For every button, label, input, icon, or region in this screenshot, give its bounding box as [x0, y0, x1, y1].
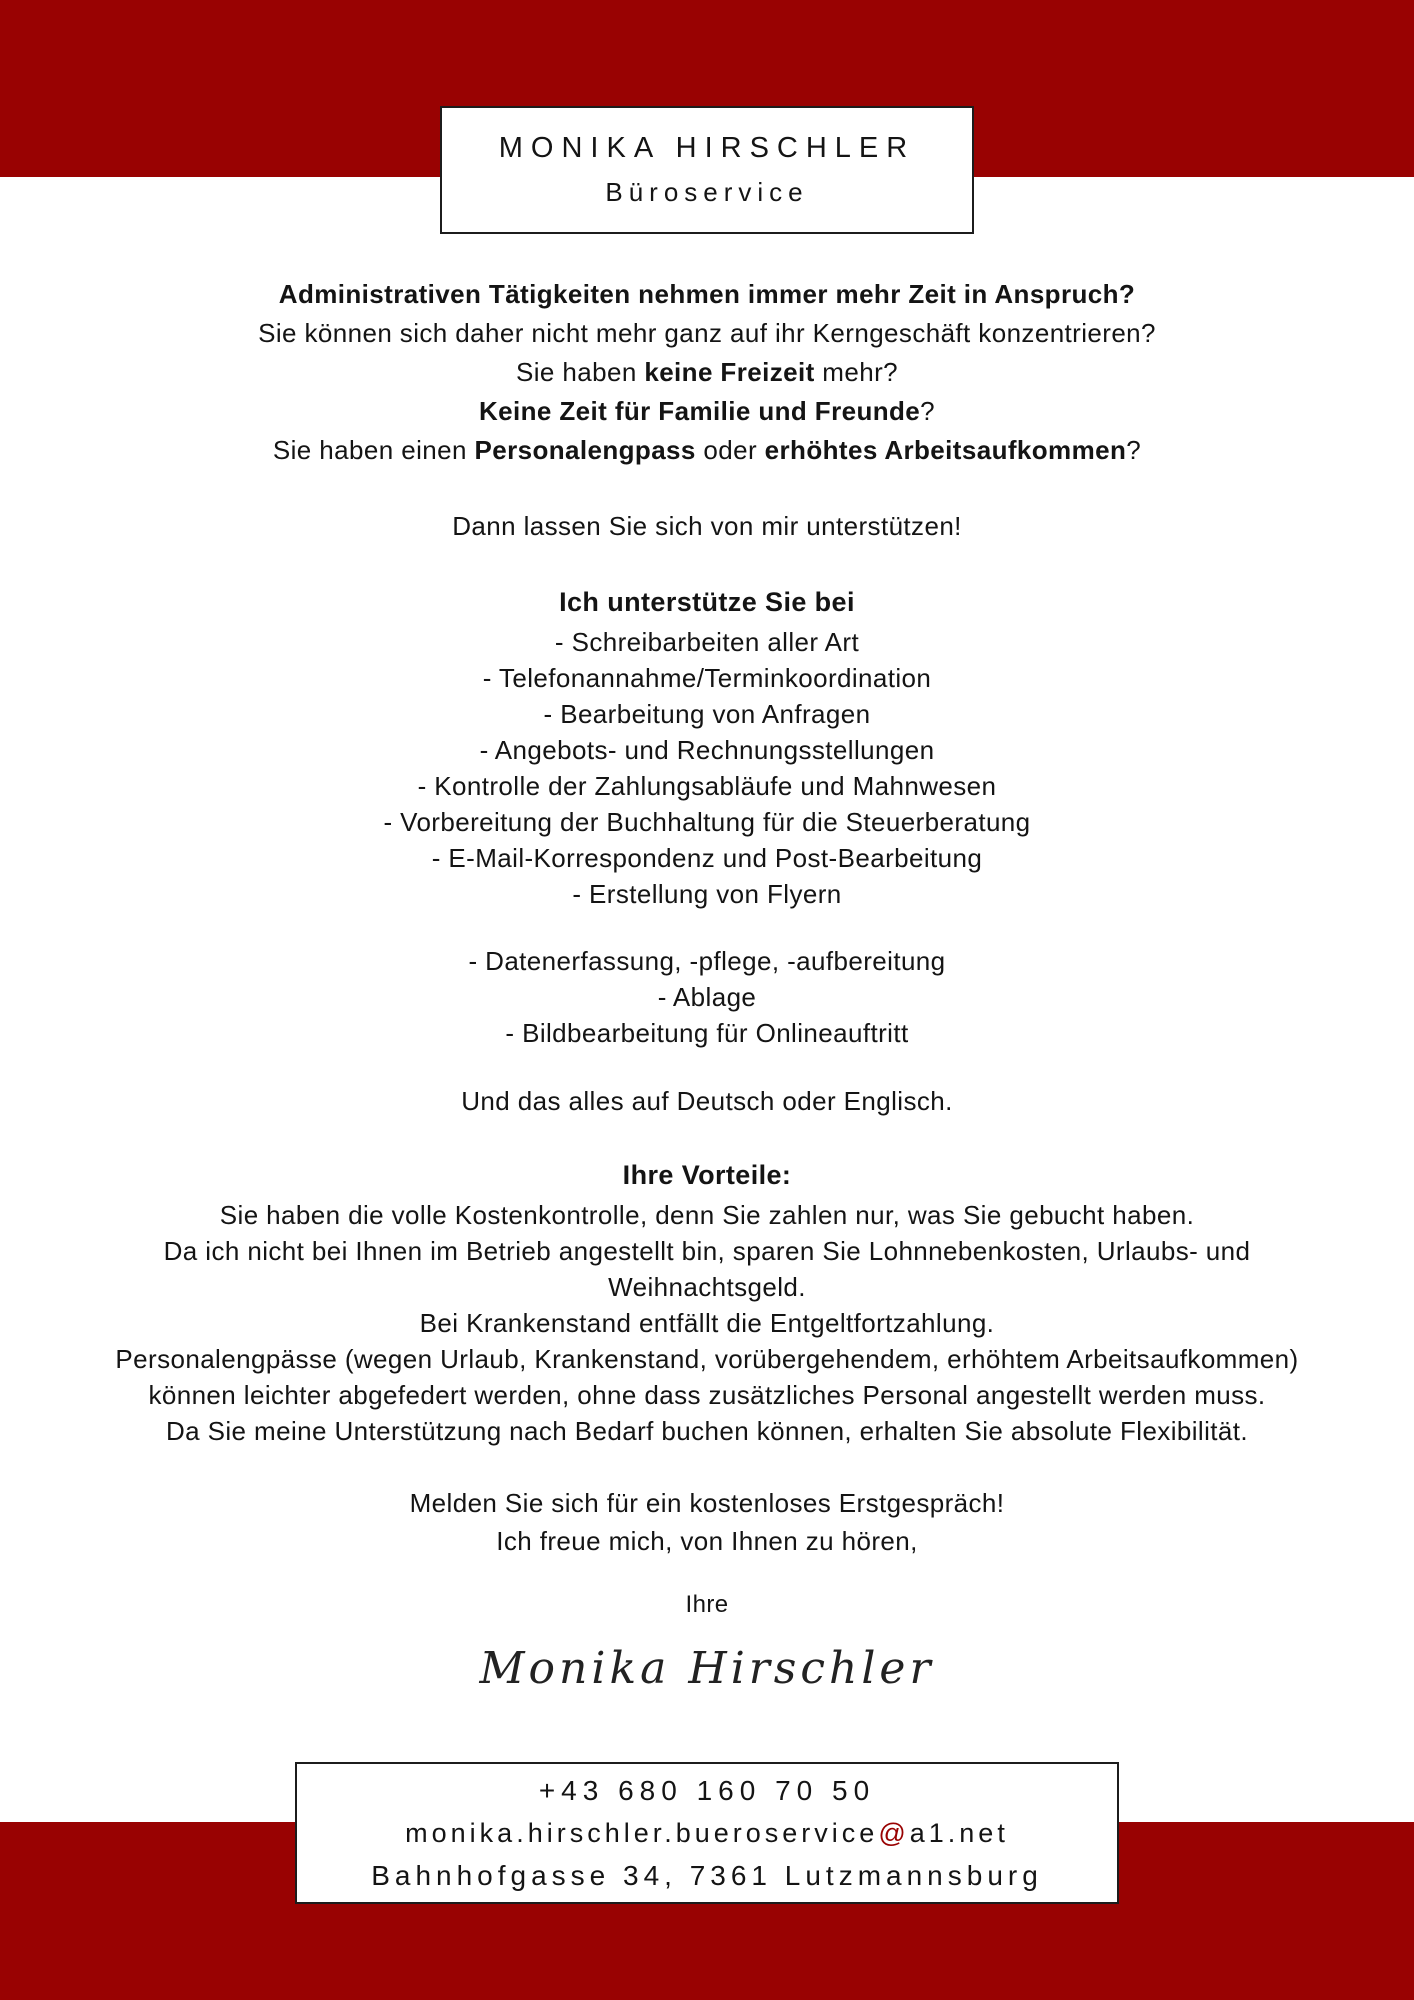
text-line: - Ablage: [657, 982, 757, 1012]
contact-card: [295, 1762, 1119, 1904]
emphasis-text: erhöhtes Arbeitsaufkommen: [764, 435, 1127, 465]
text-line: Da ich nicht bei Ihnen im Betrieb angestellt bin, sparen Sie Lohnnebenkosten, Urlaubs- und: [163, 1236, 1251, 1266]
text-line: Melden Sie sich für ein kostenloses Erstgespräch!: [409, 1488, 1005, 1518]
text-line: [0, 275, 1414, 314]
text-line: - Bildbearbeitung für Onlineauftritt: [505, 1018, 909, 1048]
emphasis-text: keine Freizeit: [644, 357, 815, 387]
text-line: können leichter abgefedert werden, ohne dass zusätzliches Personal angestellt werden muss.: [148, 1380, 1266, 1410]
text-line: Da Sie meine Unterstützung nach Bedarf buchen können, erhalten Sie absolute Flexibilität.: [165, 1416, 1248, 1446]
text-line: - Telefonannahme/Terminkoordination: [482, 663, 932, 693]
text-line: Weihnachtsgeld.: [608, 1272, 806, 1302]
text-line: Personalengpässe (wegen Urlaub, Krankenstand, vorübergehendem, erhöhtem Arbeitsaufkommen): [115, 1344, 1299, 1374]
contact-email: [405, 1818, 1009, 1849]
emphasis-text: Personalengpass: [474, 435, 696, 465]
intro-questions: [0, 275, 1414, 470]
signature-salutation: Ihre: [685, 1591, 729, 1618]
text-line: - Angebots- und Rechnungsstellungen: [479, 735, 935, 765]
plain-text: ?: [1126, 435, 1142, 465]
benefits-heading: Ihre Vorteile:: [622, 1160, 792, 1190]
closing-lines: [0, 1484, 1414, 1560]
benefits-section: [0, 1161, 1414, 1449]
text-line: - Schreibarbeiten aller Art: [554, 627, 860, 657]
contact-phone: +43 680 160 70 50: [538, 1774, 876, 1806]
languages-note: Und das alles auf Deutsch oder Englisch.: [461, 1086, 953, 1116]
text-line: [0, 314, 1414, 353]
benefits-lines: [0, 1197, 1414, 1449]
plain-text: oder: [695, 435, 765, 465]
email-domain: a1.net: [909, 1817, 1009, 1848]
brand-tagline: Büroservice: [605, 177, 809, 207]
plain-text: ?: [920, 396, 936, 426]
text-line: - Bearbeitung von Anfragen: [543, 699, 871, 729]
brand-card: [440, 106, 974, 234]
text-line: - Vorbereitung der Buchhaltung für die Steuerberatung: [383, 807, 1031, 837]
email-user: monika.hirschler.bueroservice: [405, 1817, 879, 1848]
text-line: - Datenerfassung, -pflege, -aufbereitung: [468, 946, 946, 976]
plain-text: mehr?: [814, 357, 898, 387]
services-list-secondary: [0, 943, 1414, 1051]
text-line: Ich freue mich, von Ihnen zu hören,: [496, 1526, 918, 1556]
services-section: [0, 588, 1414, 912]
plain-text: Sie können sich daher nicht mehr ganz auf ihr Kerngeschäft konzentrieren?: [258, 318, 1156, 348]
text-line: Sie haben die volle Kostenkontrolle, denn Sie zahlen nur, was Sie gebucht haben.: [219, 1200, 1195, 1230]
contact-address: Bahnhofgasse 34, 7361 Lutzmannsburg: [371, 1859, 1043, 1891]
text-line: - Erstellung von Flyern: [572, 879, 842, 909]
invitation-line: Dann lassen Sie sich von mir unterstützen!: [452, 511, 962, 541]
text-line: [0, 392, 1414, 431]
text-line: [0, 431, 1414, 470]
text-line: [0, 353, 1414, 392]
brand-name: MONIKA HIRSCHLER: [498, 132, 916, 164]
emphasis-text: Administrativen Tätigkeiten nehmen immer mehr Zeit in Anspruch?: [278, 279, 1136, 309]
services-heading: Ich unterstütze Sie bei: [559, 587, 855, 617]
signature-name: Monika Hirschler: [479, 1643, 935, 1694]
text-line: - E-Mail-Korrespondenz und Post-Bearbeitung: [431, 843, 983, 873]
emphasis-text: Keine Zeit für Familie und Freunde: [478, 396, 921, 426]
plain-text: Sie haben: [516, 357, 645, 387]
services-list-primary: [0, 624, 1414, 912]
text-line: Bei Krankenstand entfällt die Entgeltfortzahlung.: [419, 1308, 995, 1338]
email-at-symbol: @: [878, 1817, 910, 1848]
text-line: - Kontrolle der Zahlungsabläufe und Mahnwesen: [417, 771, 997, 801]
plain-text: Sie haben einen: [272, 435, 475, 465]
